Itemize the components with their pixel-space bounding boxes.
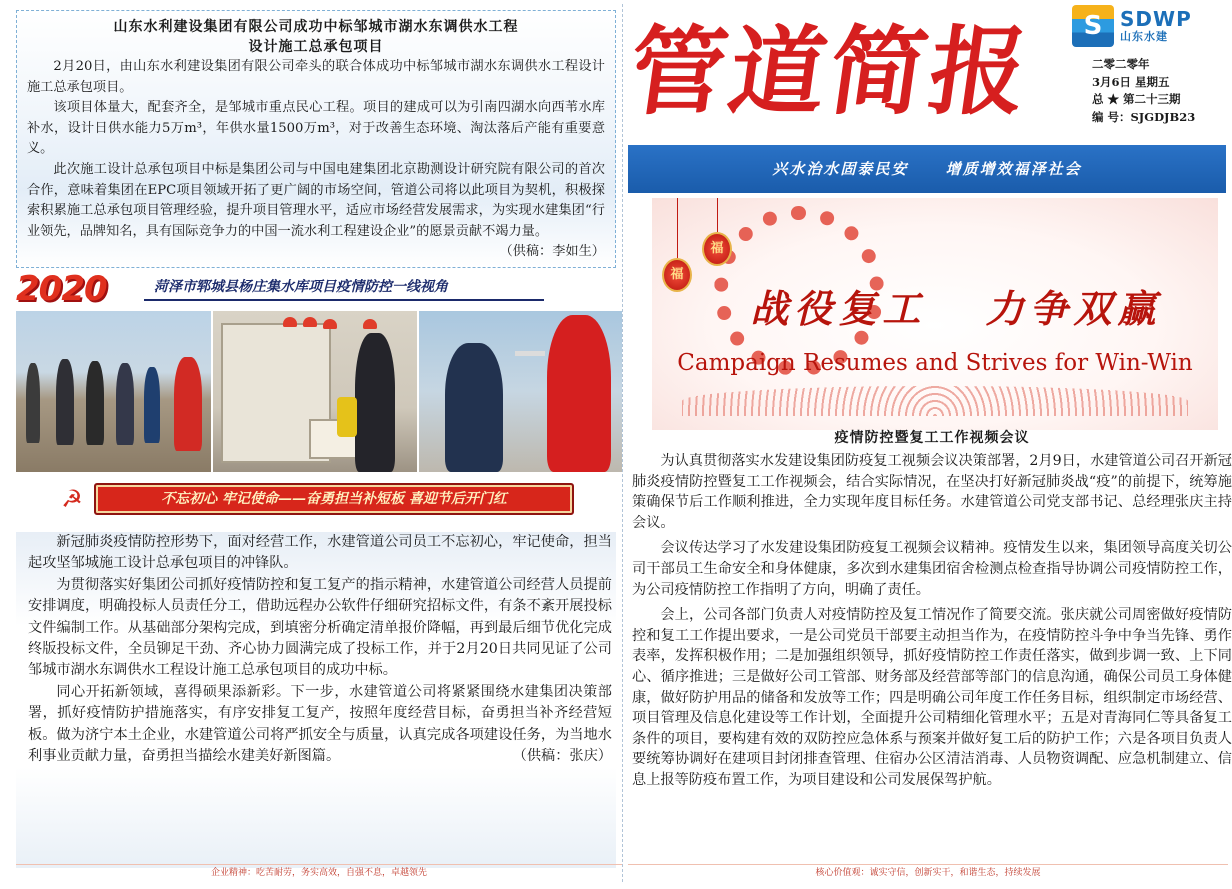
pipeline-paragraph — [28, 682, 612, 768]
bid-win-paragraph: 2月20日，由山东水利建设集团有限公司牵头的联合体成功中标邹城市湖水东调供水工程设计施工总承包项目。 — [27, 59, 605, 95]
masthead-title: 管道简报 — [622, 15, 1039, 128]
issue-year: 二零二零年 — [1092, 57, 1150, 71]
bid-win-title-line1: 山东水利建设集团有限公司成功中标邹城市湖水东调供水工程 — [113, 19, 519, 35]
right-column — [622, 0, 1232, 889]
lantern-icon — [662, 258, 692, 292]
hero-banner — [652, 198, 1218, 430]
video-meeting-title: 疫情防控暨复工工作视频会议 — [834, 430, 1030, 446]
bid-win-article — [16, 10, 616, 268]
motto-banner: 兴水治水固泰民安 增质增效福泽社会 — [628, 145, 1226, 193]
video-meeting-paragraph: 为认真贯彻落实水发建设集团防疫复工视频会议决策部署，2月9日，水建管道公司召开新冠肺炎疫情防控暨复工工作视频会，结合实际情况，在坚决打好新冠肺炎战“疫”的前提下，统筹施策确保节后工作顺利推进，全力实现年度目标任务。水建管道公司党支部书记、总经理张庆主持会议。 — [632, 453, 1232, 531]
logo-english: SDWP — [1120, 7, 1192, 31]
decorative-wave — [682, 386, 1188, 416]
temperature-check-photo — [419, 311, 622, 472]
bid-win-credit: （供稿：李如生） — [499, 244, 605, 260]
column-divider — [622, 4, 623, 882]
slogan-text: 不忘初心 牢记使命——奋勇担当补短板 喜迎节后开门红 — [94, 483, 574, 515]
lantern-char: 福 — [710, 241, 724, 256]
pipeline-company-article — [16, 532, 616, 868]
video-meeting-paragraph: 会上，公司各部门负责人对疫情防控及复工情况作了简要交流。张庆就公司周密做好疫情防控和复工工作提出要求，一是公司党员干部要主动担当作为，在疫情防控斗争中争当先锋、勇作表率，发挥积极作用；二是加强组织领导，抓好疫情防控工作责任落实，做到步调一致、上下同心、循序推进；三是做好公司工管部、财务部及经营部等部门的信息沟通，确保公司员工身体健康，做好防护用品的储备和发放等工作；四是明确公司年度工作任务目标，组织制定市场经营、项目管理及信息化建设等工作计划，全面提升公司精细化管理水平；五是对青海同仁等具备复工条件的项目，要构建有效的双防控应急体系与预案并做好复工后的防护工作；六是各项目负责人要统筹协调好在建项目封闭排查管理、住宿办公区清洁消毒、人员物资调配、应急机制建立、信息上报等防疫布置工作，为项目建设和公司发展保驾护航。 — [632, 607, 1232, 788]
year-label: 2020 — [16, 269, 107, 309]
issue-info — [1092, 56, 1228, 126]
bid-win-paragraph-text: 此次施工设计总承包项目中标是集团公司与中国电建集团北京勘测设计研究院有限公司的首次合作，意味着集团在EPC项目领域开拓了更广阔的市场空间，管道公司将以此项目为契机，积极探索积累施工总承包项目管理经验，提升项目管理水平，适应市场经营发展需求，为实现水建集团“行业领先，品牌知名，具有国际竞争力的中国一流水利工程建设企业”的愿景贡献不竭力量。 — [27, 161, 605, 239]
photo-strip — [16, 311, 622, 472]
hero-title-english: Campaign Resumes and Strives for Win-Win — [677, 350, 1193, 376]
lantern-icon — [702, 232, 732, 266]
issue-number: 编 号：SJGDJB23 — [1092, 109, 1196, 124]
issue-date: 3月6日 星期五 — [1092, 74, 1170, 89]
video-meeting-paragraph: 会议传达学习了水发建设集团防疫复工视频会议精神。疫情发生以来，集团领导高度关切公司干部员工生命安全和身体健康，多次到水建集团宿舍检测点检查指导协调公司疫情防控工作，为公司疫情防控工作指明了方向，明确了责任。 — [632, 540, 1232, 598]
logo-chinese: 山东水建 — [1120, 30, 1168, 43]
pipeline-paragraph-text: 同心开拓新领域，喜得硕果添新彩。下一步，水建管道公司将紧紧围绕水建集团决策部署，抓好疫情防护措施落实，有序安排复工复产，按照年度经营目标，奋勇担当补齐经营短板。做为济宁本土企业，水建管道公司将严抓安全与质量，认真完成各项建设任务，为当地水利事业贡献力量，奋勇担当描绘水建美好新图篇。 — [28, 683, 612, 765]
office-disinfection-photo — [213, 311, 416, 472]
pipeline-credit: （供稿：张庆） — [512, 748, 612, 765]
reservoir-site-photo — [16, 311, 211, 472]
photo-section-caption: 菏泽市郓城县杨庄集水库项目疫情防控一线视角 — [144, 276, 544, 301]
bid-win-title-line2: 设计施工总承包项目 — [248, 39, 384, 55]
hero-title-chinese: 战役复工 力争双赢 — [750, 286, 1162, 331]
issue-total: 总 ★ 第二十三期 — [1092, 92, 1181, 106]
party-emblem-icon: ☭ — [61, 485, 83, 513]
company-logo-icon — [1072, 5, 1114, 47]
bid-win-paragraph: 该项目体量大，配套齐全，是邹城市重点民心工程。项目的建成可以为引南四湖水向西苇水库补水，设计日供水能力5万m³，年供水量1500万m³，对于改善生态环境、淘汰落后产能有重要意义。 — [27, 100, 605, 157]
core-values-footer: 核心价值观：诚实守信，创新实干，和谐生态，持续发展 — [628, 864, 1228, 880]
slogan-banner — [58, 482, 578, 516]
bid-win-paragraph — [27, 160, 605, 260]
bid-win-title — [27, 17, 605, 57]
company-logo — [1072, 2, 1222, 50]
enterprise-spirit-footer: 企业精神：吃苦耐劳，务实高效，自强不息，卓越领先 — [16, 864, 622, 880]
logo-mark-letter: S — [1083, 11, 1103, 41]
year-banner — [16, 269, 616, 309]
logo-text — [1120, 8, 1192, 44]
pipeline-paragraph: 为贯彻落实好集团公司抓好疫情防控和复工复产的指示精神，水建管道公司经营人员提前安排调度，明确投标人员责任分工，借助远程办公软件仔细研究招标文件，有条不紊开展投标文件编制工作。从基础部分架构完成，到填密分析确定清单报价降幅，再到最后细节优化完成终版投标文件，全员铆足干劲、齐心协力圆满完成了投标工作，并于2月20日共同见证了公司邹城市湖水东调供水工程设计施工总承包项目的成功中标。 — [28, 576, 612, 679]
video-meeting-article — [632, 428, 1232, 868]
pipeline-paragraph: 新冠肺炎疫情防控形势下，面对经营工作，水建管道公司员工不忘初心，牢记使命，担当起攻坚邹城施工设计总承包项目的冲锋队。 — [28, 534, 612, 572]
lantern-char: 福 — [670, 267, 684, 282]
